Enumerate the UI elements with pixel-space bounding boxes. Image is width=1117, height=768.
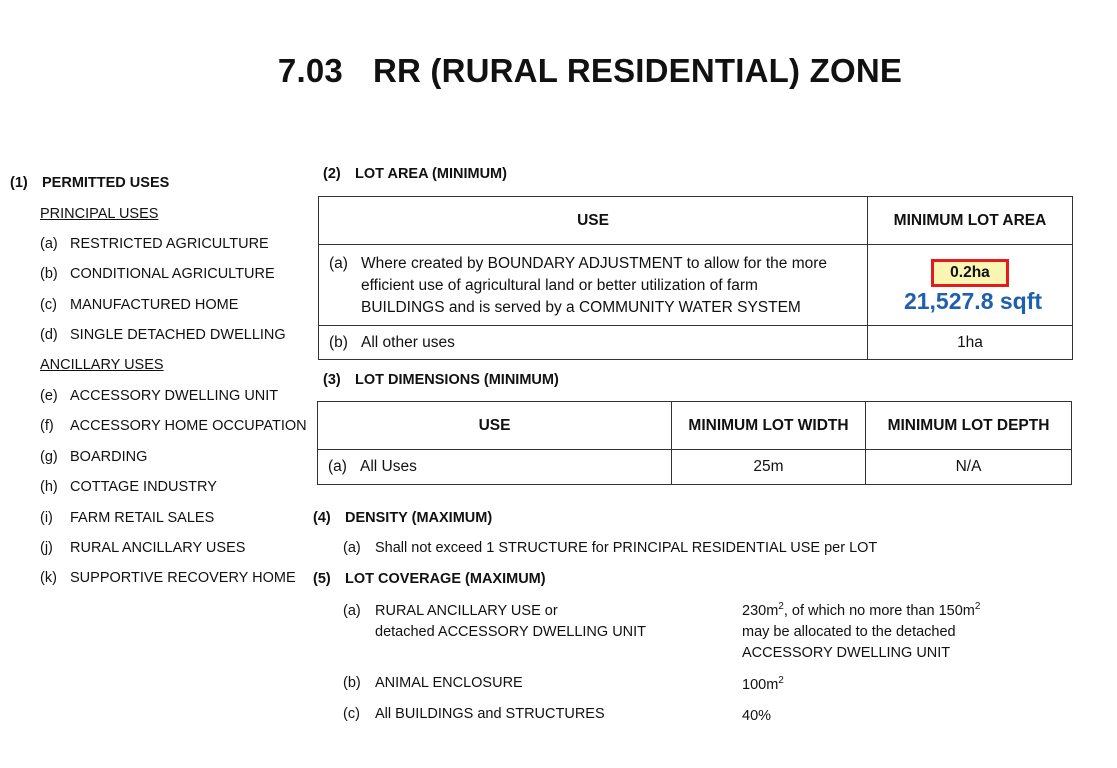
coverage-item-b-value: $100m^2$ xyxy=(742,675,784,693)
lot-area-heading: (2) LOT AREA (MINIMUM) xyxy=(323,166,507,182)
density-item: (a) Shall not exceed 1 STRUCTURE for PRINCIPAL RESIDENTIAL USE per LOT xyxy=(343,540,878,556)
principal-uses-heading: PRINCIPAL USES xyxy=(40,206,159,222)
coverage-item-b: (b) ANIMAL ENCLOSURE xyxy=(343,675,523,691)
list-item: (h) COTTAGE INDUSTRY xyxy=(40,479,217,495)
column-header: MINIMUM LOT DEPTH xyxy=(866,402,1072,450)
table-row: (b) All other uses 1ha xyxy=(319,326,1073,360)
list-item: (a) RESTRICTED AGRICULTURE xyxy=(40,236,269,252)
list-item: (b) CONDITIONAL AGRICULTURE xyxy=(40,266,275,282)
coverage-item-c: (c) All BUILDINGS and STRUCTURES xyxy=(343,706,605,722)
page-title xyxy=(0,52,1117,90)
ancillary-uses-heading: ANCILLARY USES xyxy=(40,357,164,373)
coverage-item-a: (a) RURAL ANCILLARY USE or detached ACCESSORY DWELLING UNIT xyxy=(343,603,647,640)
list-item: (j) RURAL ANCILLARY USES xyxy=(40,540,246,556)
table-row: (a) Where created by BOUNDARY ADJUSTMENT to allow for the more efficient use of agricultural land or better utilization of farm BUILDINGS and is served by a COMMUNITY WATER SYSTEM 0.2ha 21,527.8 sqft xyxy=(319,245,1073,326)
section-title: RR (RURAL RESIDENTIAL) ZONE xyxy=(372,52,903,89)
list-item: (f) ACCESSORY HOME OCCUPATION xyxy=(40,418,307,434)
density-heading: (4) DENSITY (MAXIMUM) xyxy=(313,510,493,526)
column-header: MINIMUM LOT WIDTH xyxy=(672,402,866,450)
highlighted-value: 0.2ha xyxy=(931,259,1009,287)
lot-coverage-heading: (5) LOT COVERAGE (MAXIMUM) xyxy=(313,571,546,587)
list-item: (g) BOARDING xyxy=(40,449,148,465)
column-header: USE xyxy=(319,197,868,245)
sqft-annotation: 21,527.8 sqft xyxy=(903,288,1043,314)
list-item: (d) SINGLE DETACHED DWELLING xyxy=(40,327,286,343)
list-item: (e) ACCESSORY DWELLING UNIT xyxy=(40,388,279,404)
permitted-uses-heading: (1) PERMITTED USES xyxy=(10,175,170,191)
coverage-item-a-value: $230m^2$, of which no more than $150m^2$ may be allocated to the detached ACCESSORY DWELLING UNIT xyxy=(742,601,981,661)
table-row: (a) All Uses 25m N/A xyxy=(318,450,1072,485)
list-item: (c) MANUFACTURED HOME xyxy=(40,297,239,313)
lot-dimensions-table xyxy=(317,401,1072,485)
coverage-item-c-value: 40% xyxy=(742,708,772,724)
lot-area-table xyxy=(318,196,1073,360)
section-number: 7.03 xyxy=(277,52,343,89)
lot-dimensions-heading: (3) LOT DIMENSIONS (MINIMUM) xyxy=(323,372,559,388)
list-item: (k) SUPPORTIVE RECOVERY HOME xyxy=(40,570,296,586)
list-item: (i) FARM RETAIL SALES xyxy=(40,510,215,526)
column-header: MINIMUM LOT AREA xyxy=(868,197,1073,245)
column-header: USE xyxy=(318,402,672,450)
